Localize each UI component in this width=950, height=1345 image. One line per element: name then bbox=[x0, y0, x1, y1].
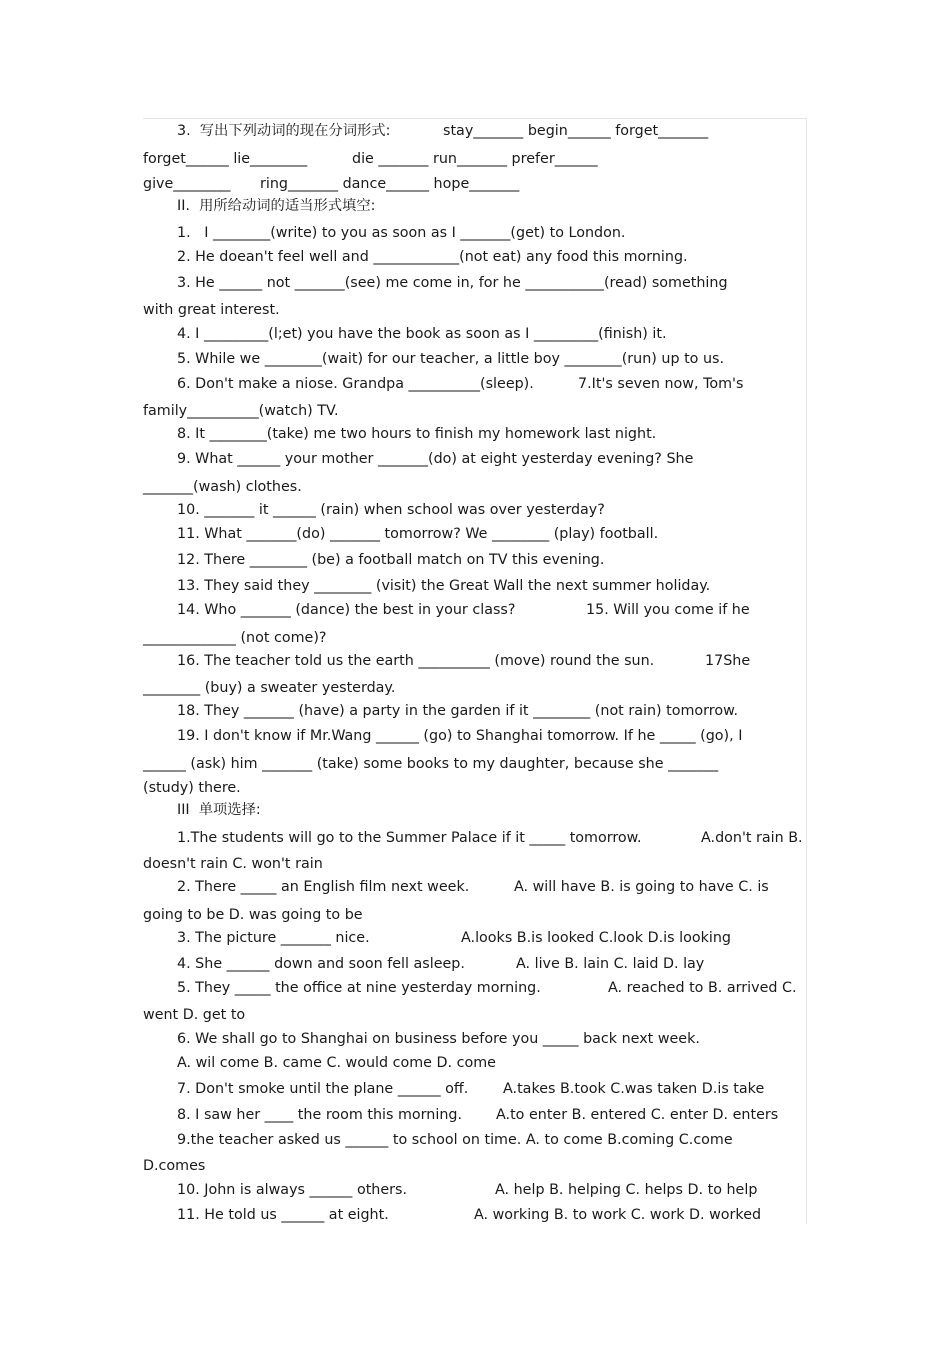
part2-q2: 2. He doean't feel well and ____________(not eat) any food this morning. bbox=[177, 249, 688, 265]
part3-c7: 7. Don't smoke until the plane ______ off. bbox=[177, 1081, 469, 1097]
part3-c1-cont: doesn't rain C. won't rain bbox=[143, 856, 323, 872]
part2-q13: 13. They said they ________ (visit) the Great Wall the next summer holiday. bbox=[177, 578, 711, 594]
part3-c10: 10. John is always ______ others. bbox=[177, 1182, 408, 1198]
part3-c6-options: A. wil come B. came C. would come D. come bbox=[177, 1055, 496, 1071]
part2-q18: 18. They _______ (have) a party in the garden if it ________ (not rain) tomorrow. bbox=[177, 703, 739, 719]
part1-words-2b: die _______ run_______ prefer______ bbox=[352, 151, 598, 167]
part3-c8: 8. I saw her ____ the room this morning. bbox=[177, 1107, 462, 1123]
part2-q9: 9. What ______ your mother _______(do) at eight yesterday evening? She bbox=[177, 451, 694, 467]
part3-c3: 3. The picture _______ nice. bbox=[177, 930, 370, 946]
part2-q7: 7.It's seven now, Tom's bbox=[578, 376, 744, 392]
part3-c9-cont: D.comes bbox=[143, 1158, 206, 1174]
part3-c11-options: A. working B. to work C. work D. worked bbox=[474, 1207, 762, 1223]
part3-c5-options: A. reached to B. arrived C. bbox=[608, 980, 797, 996]
part2-q3-cont: with great interest. bbox=[143, 302, 280, 318]
part3-c11: 11. He told us ______ at eight. bbox=[177, 1207, 389, 1223]
part3-c2-options: A. will have B. is going to have C. is bbox=[514, 879, 769, 895]
part2-q17: 17She bbox=[705, 653, 751, 669]
part1-words-3b: ring_______ dance______ hope_______ bbox=[260, 176, 520, 192]
part3-c4-options: A. live B. lain C. laid D. lay bbox=[516, 956, 705, 972]
part2-q4: 4. I _________(l;et) you have the book as soon as I _________(finish) it. bbox=[177, 326, 667, 342]
part2-q6: 6. Don't make a niose. Grandpa __________(sleep). bbox=[177, 376, 534, 392]
part2-q16: 16. The teacher told us the earth __________ (move) round the sun. bbox=[177, 653, 655, 669]
part3-c2: 2. There _____ an English film next week. bbox=[177, 879, 470, 895]
part1-words-1: stay_______ begin______ forget_______ bbox=[443, 123, 709, 139]
part2-q10: 10. _______ it ______ (rain) when school was over yesterday? bbox=[177, 502, 605, 518]
part3-c1: 1.The students will go to the Summer Palace if it _____ tomorrow. bbox=[177, 830, 642, 846]
part1-words-3a: give________ bbox=[143, 176, 231, 192]
part1-title: 3. 写出下列动词的现在分词形式: bbox=[177, 123, 391, 139]
part2-q9-cont: _______(wash) clothes. bbox=[143, 479, 302, 495]
part2-q12: 12. There ________ (be) a football match on TV this evening. bbox=[177, 552, 605, 568]
part3-c2-cont: going to be D. was going to be bbox=[143, 907, 363, 923]
part2-q19: 19. I don't know if Mr.Wang ______ (go) to Shanghai tomorrow. If he _____ (go), I bbox=[177, 728, 743, 744]
part2-q15-cont: _____________ (not come)? bbox=[143, 630, 327, 646]
part2-q17-cont: ________ (buy) a sweater yesterday. bbox=[143, 680, 396, 696]
part3-c9: 9.the teacher asked us ______ to school on time. A. to come B.coming C.come bbox=[177, 1132, 733, 1148]
part2-heading: II. 用所给动词的适当形式填空: bbox=[177, 198, 376, 214]
part2-q15: 15. Will you come if he bbox=[586, 602, 750, 618]
part3-c8-options: A.to enter B. entered C. enter D. enters bbox=[496, 1107, 779, 1123]
part3-c4: 4. She ______ down and soon fell asleep. bbox=[177, 956, 465, 972]
part3-c5-cont: went D. get to bbox=[143, 1007, 246, 1023]
part2-q1: 1. I ________(write) to you as soon as I _______(get) to London. bbox=[177, 225, 626, 241]
part2-q5: 5. While we ________(wait) for our teacher, a little boy ________(run) up to us. bbox=[177, 351, 725, 367]
part1-words-2a: forget______ lie________ bbox=[143, 151, 308, 167]
part3-c6: 6. We shall go to Shanghai on business before you _____ back next week. bbox=[177, 1031, 700, 1047]
part2-q19-cont: ______ (ask) him _______ (take) some books to my daughter, because she _______ bbox=[143, 756, 719, 772]
part2-q7-cont: family__________(watch) TV. bbox=[143, 403, 339, 419]
part2-q3: 3. He ______ not _______(see) me come in, for he ___________(read) something bbox=[177, 275, 728, 291]
part3-c7-options: A.takes B.took C.was taken D.is take bbox=[503, 1081, 765, 1097]
part2-q14: 14. Who _______ (dance) the best in your class? bbox=[177, 602, 516, 618]
part3-c5: 5. They _____ the office at nine yesterday morning. bbox=[177, 980, 541, 996]
part2-q19-cont2: (study) there. bbox=[143, 780, 241, 796]
part2-q11: 11. What _______(do) _______ tomorrow? We ________ (play) football. bbox=[177, 526, 659, 542]
part3-heading: III 单项选择: bbox=[177, 802, 261, 818]
part3-c1-options: A.don't rain B. bbox=[701, 830, 803, 846]
part2-q8: 8. It ________(take) me two hours to finish my homework last night. bbox=[177, 426, 657, 442]
part3-c10-options: A. help B. helping C. helps D. to help bbox=[495, 1182, 758, 1198]
part3-c3-options: A.looks B.is looked C.look D.is looking bbox=[461, 930, 731, 946]
